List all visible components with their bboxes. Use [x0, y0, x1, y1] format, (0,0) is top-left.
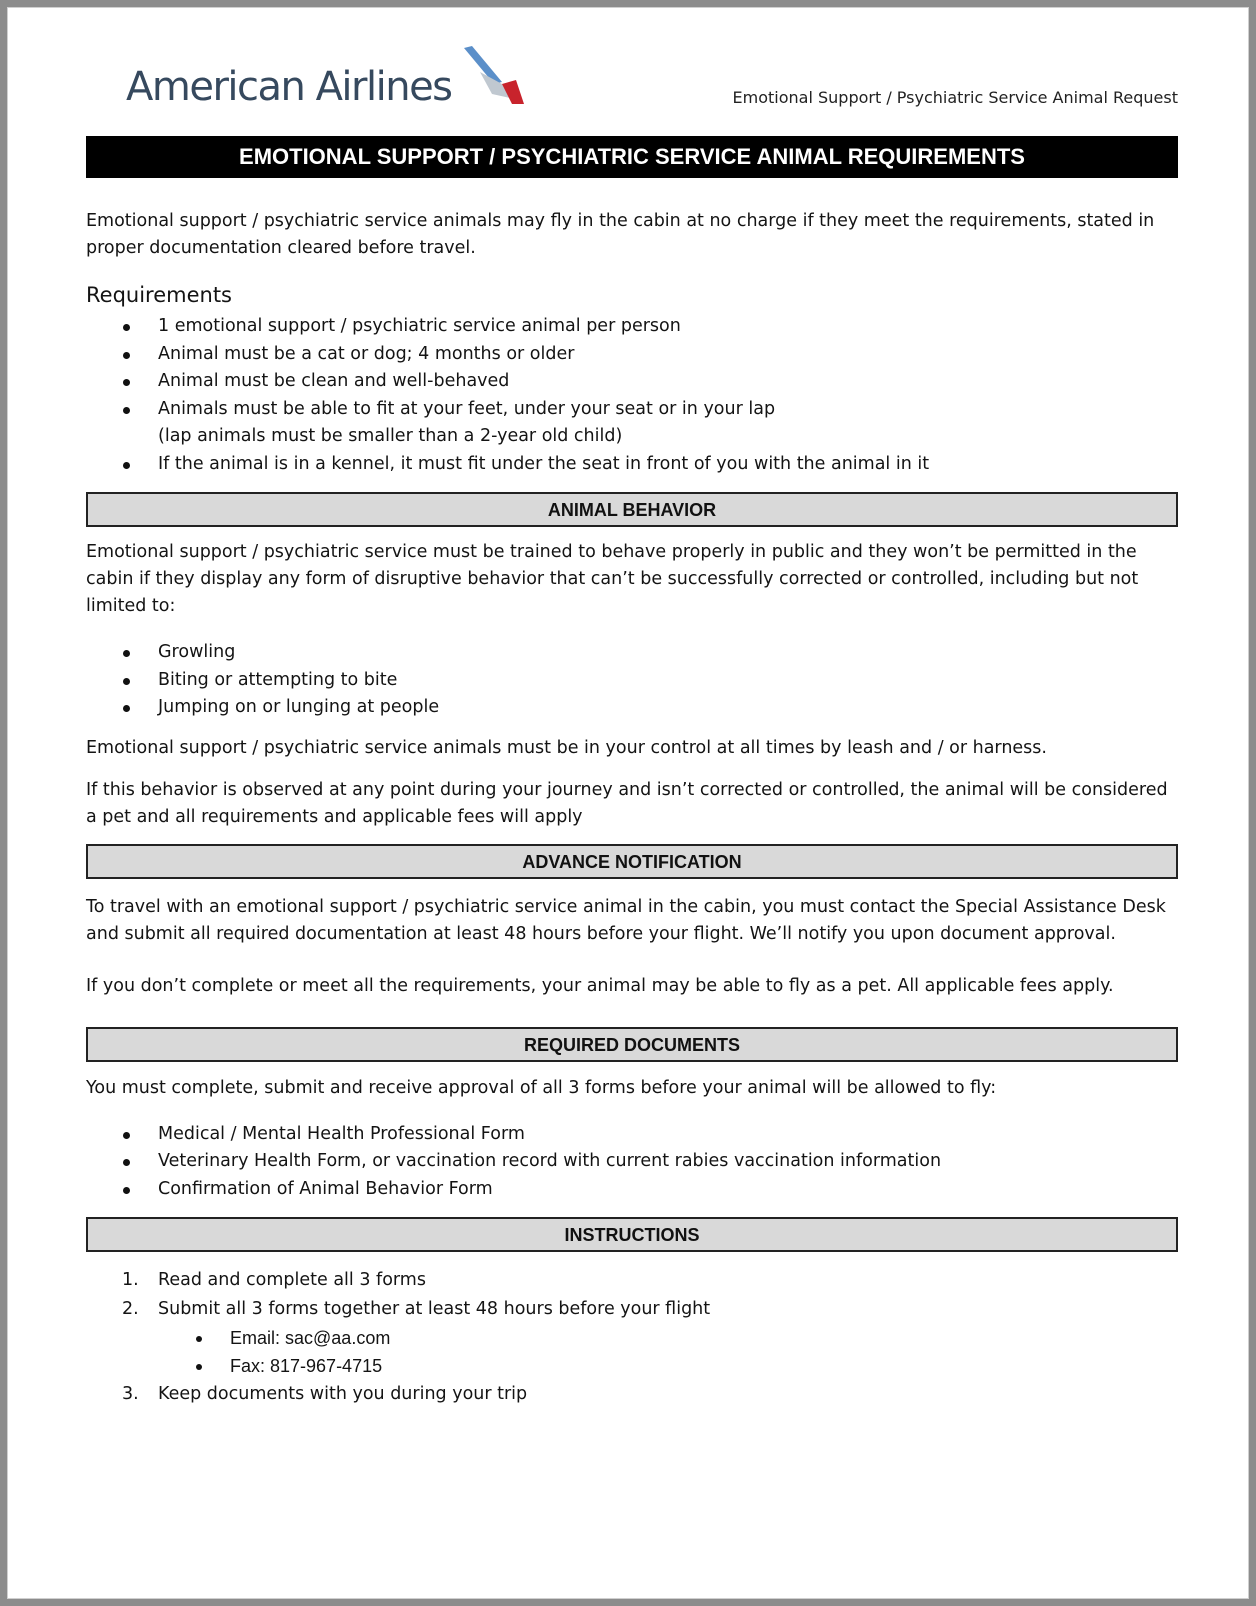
list-item: If the animal is in a kennel, it must fit under the seat in front of you with the animal in it [86, 451, 1178, 479]
instruction-step [86, 1380, 1178, 1409]
email-contact: Email: sac@aa.com [86, 1324, 1178, 1352]
document-title: Emotional Support / Psychiatric Service Animal Request [732, 88, 1178, 107]
step-number: 3. [122, 1384, 139, 1404]
list-item: Animal must be a cat or dog; 4 months or older [86, 341, 1178, 369]
list-item: Confirmation of Animal Behavior Form [86, 1176, 1178, 1204]
behavior-intro: Emotional support / psychiatric service must be trained to behave properly in public and they won’t be permitted in the cabin if they display any form of disruptive behavior that can’t be successfully corrected or controlled, including but not limited to: [86, 542, 1139, 616]
control-paragraph: Emotional support / psychiatric service animals must be in your control at all times by leash and / or harness. [86, 737, 1047, 758]
list-item: Biting or attempting to bite [86, 667, 1178, 695]
list-item: Jumping on or lunging at people [86, 694, 1178, 722]
main-title-banner: EMOTIONAL SUPPORT / PSYCHIATRIC SERVICE ANIMAL REQUIREMENTS [86, 136, 1178, 178]
page-header [86, 8, 1178, 136]
instructions-list [86, 1266, 1178, 1409]
section-header-animal-behavior: ANIMAL BEHAVIOR [86, 492, 1178, 527]
american-airlines-logo [126, 58, 530, 115]
list-item-continuation: (lap animals must be smaller than a 2-year old child) [158, 426, 623, 446]
fax-contact: Fax: 817-967-4715 [86, 1352, 1178, 1380]
step-number: 2. [122, 1299, 139, 1319]
contact-sublist-wrapper [86, 1324, 1178, 1380]
requirements-heading: Requirements [86, 283, 232, 307]
flight-symbol-icon [458, 44, 530, 115]
list-item: Veterinary Health Form, or vaccination record with current rabies vaccination information [86, 1148, 1178, 1176]
list-item: 1 emotional support / psychiatric service animal per person [86, 313, 1178, 341]
step-text: Submit all 3 forms together at least 48 hours before your flight [158, 1299, 711, 1319]
instruction-step [86, 1295, 1178, 1324]
pet-fallback-paragraph: If you don’t complete or meet all the requirements, your animal may be able to fly as a pet. All applicable fees apply. [86, 975, 1114, 996]
logo-wordmark: American Airlines [126, 63, 452, 110]
list-item: Medical / Mental Health Professional Form [86, 1121, 1178, 1149]
list-item: Growling [86, 639, 1178, 667]
document-page [7, 7, 1249, 1599]
notification-paragraph: To travel with an emotional support / psychiatric service animal in the cabin, you must contact the Special Assistance Desk and submit all required documentation at least 48 hours before your flight. We’ll notify you upon document approval. [86, 896, 1166, 944]
consequence-paragraph: If this behavior is observed at any point during your journey and isn’t corrected or controlled, the animal will be considered a pet and all requirements and applicable fees will apply [86, 779, 1168, 827]
contact-list [86, 1324, 1178, 1380]
step-text: Read and complete all 3 forms [158, 1270, 426, 1290]
list-item: Animal must be clean and well-behaved [86, 368, 1178, 396]
section-header-required-documents: REQUIRED DOCUMENTS [86, 1027, 1178, 1062]
page-content [86, 8, 1178, 1409]
intro-paragraph: Emotional support / psychiatric service animals may fly in the cabin at no charge if they meet the requirements, stated in proper documentation cleared before travel. [86, 211, 1155, 258]
list-item: Animals must be able to fit at your feet, under your seat or in your lap [86, 396, 1178, 424]
documents-list [86, 1121, 1178, 1204]
section-header-instructions: INSTRUCTIONS [86, 1217, 1178, 1252]
documents-intro: You must complete, submit and receive approval of all 3 forms before your animal will be allowed to fly: [86, 1077, 997, 1098]
section-header-advance-notification: ADVANCE NOTIFICATION [86, 844, 1178, 879]
requirements-list [86, 313, 1178, 478]
behavior-list [86, 639, 1178, 722]
step-text: Keep documents with you during your trip [158, 1384, 528, 1404]
instruction-step [86, 1266, 1178, 1295]
step-number: 1. [122, 1270, 139, 1290]
